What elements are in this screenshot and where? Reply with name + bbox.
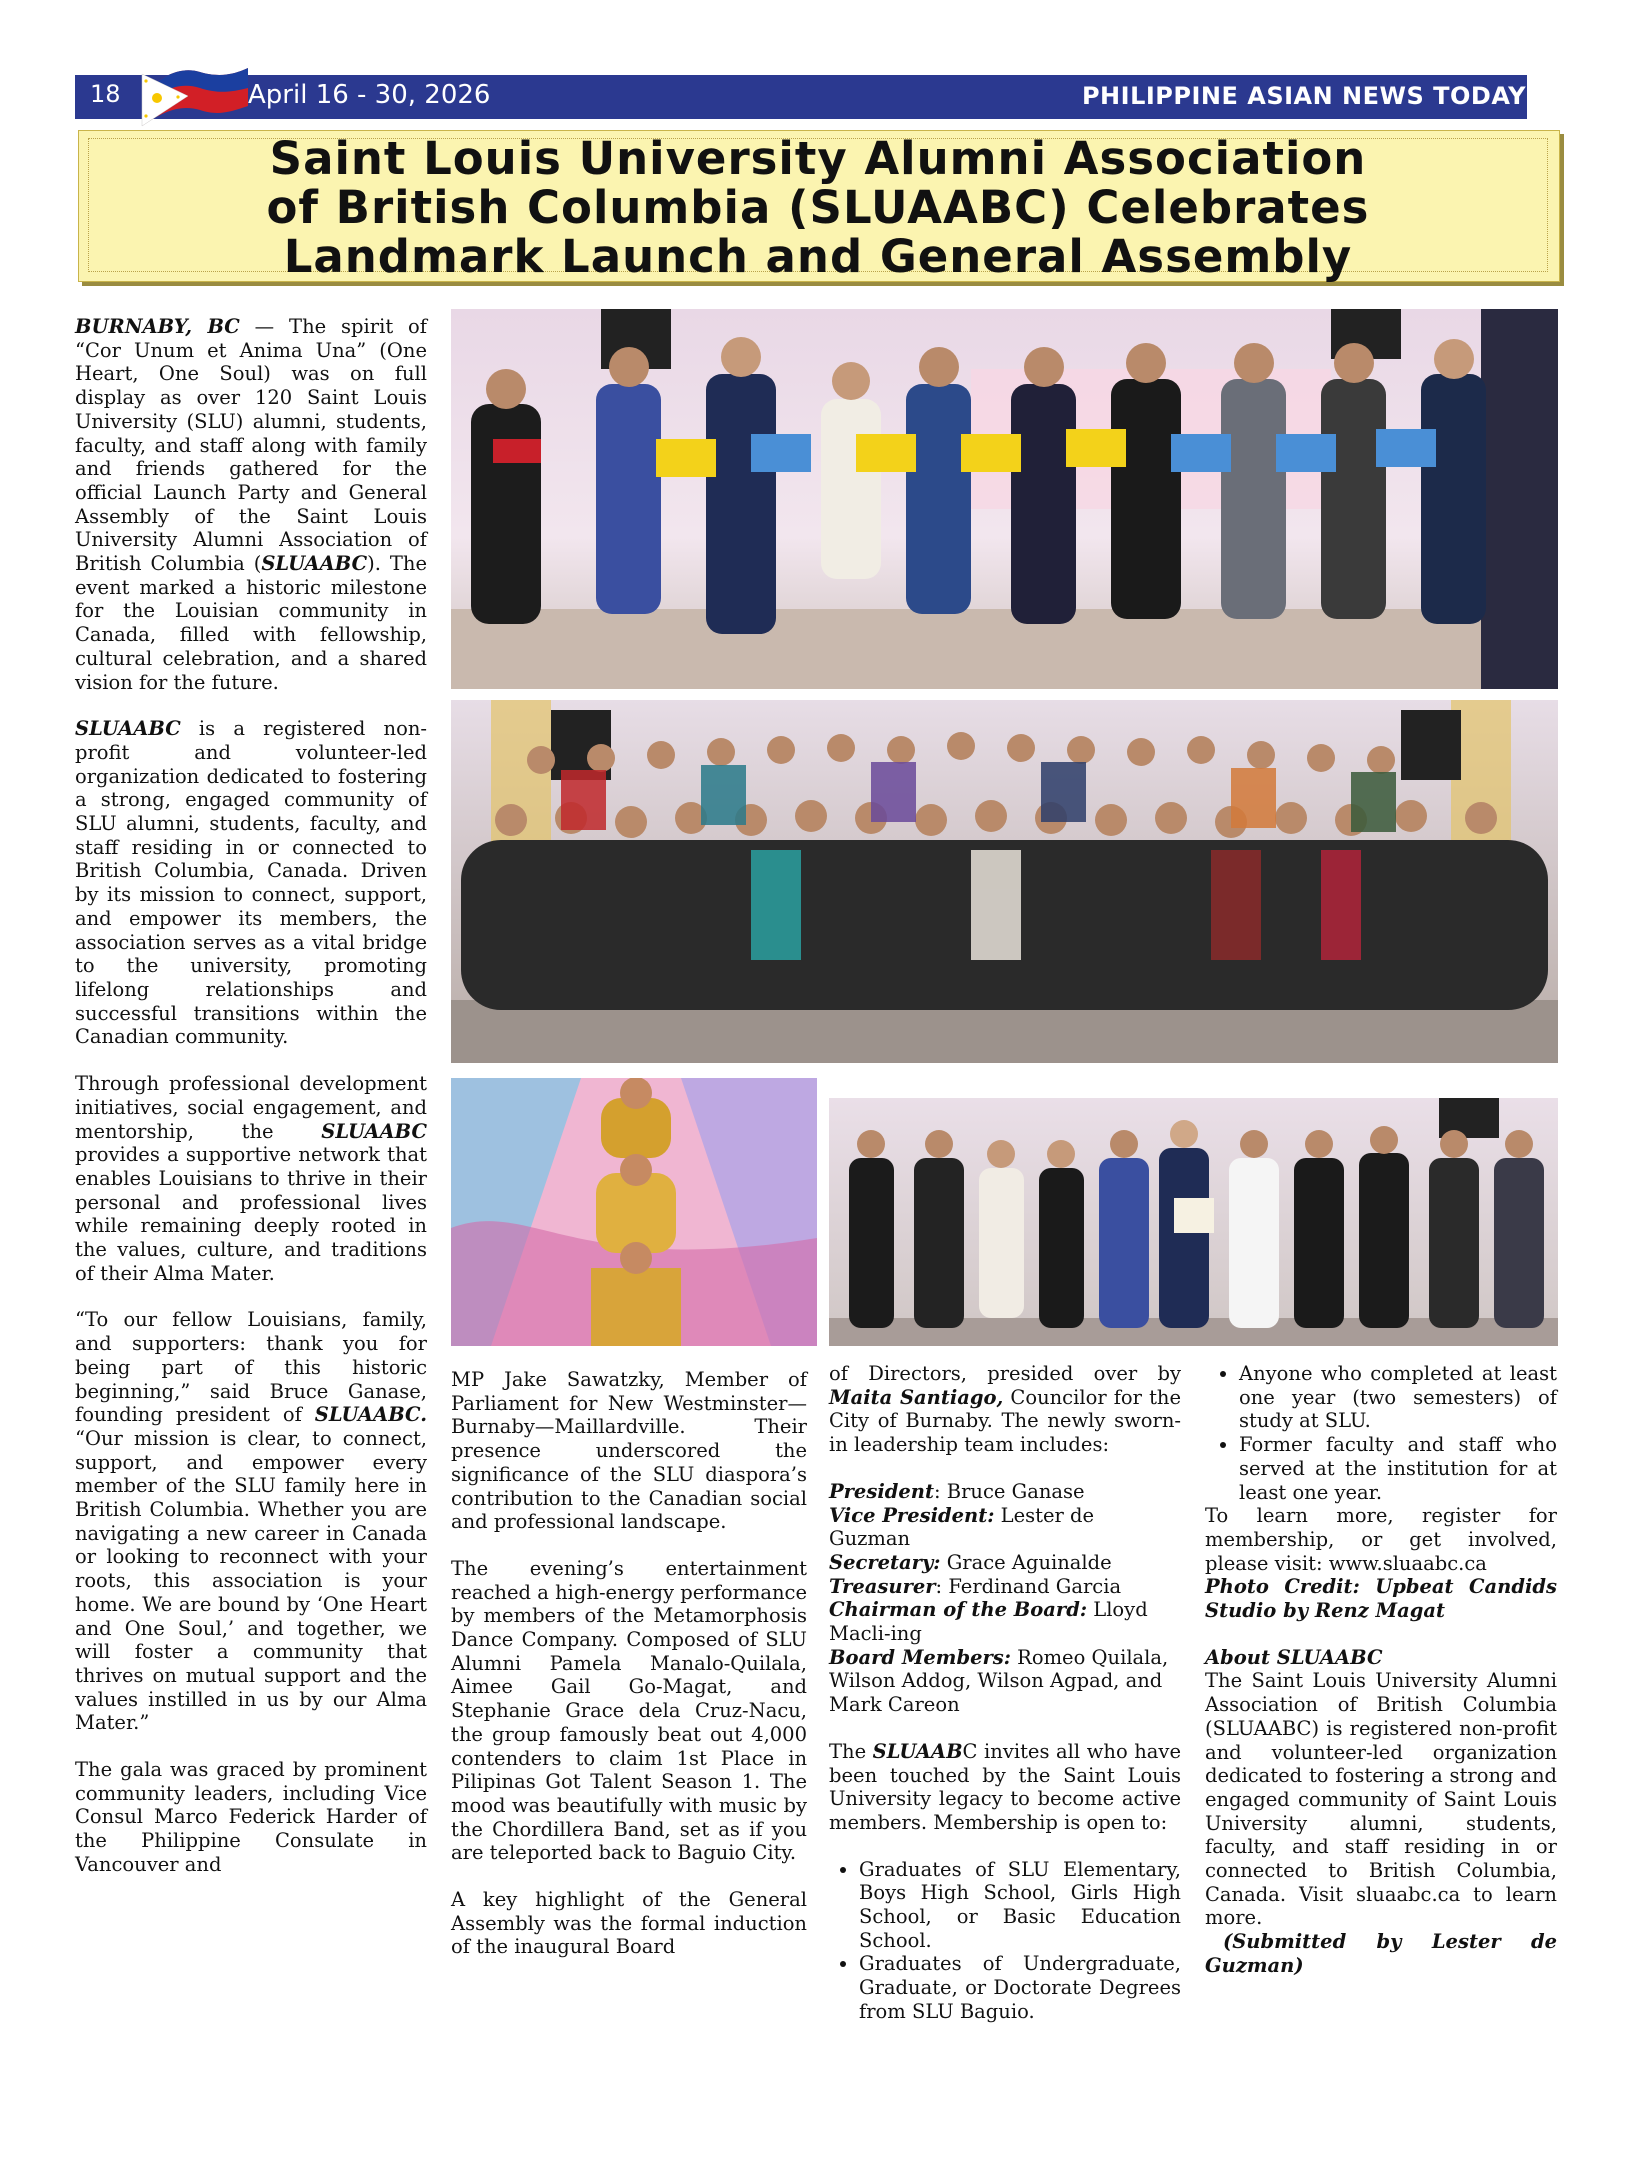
role-vice-president: Vice President: Lester de Guzman — [829, 1503, 1095, 1551]
paragraph-entertainment: The evening’s entertainment reached a high-energy performance by members of the Metamorphosis Dance Company. Composed of SLU Alumni Pamela Manalo-Quilala, Aimee Gail Go-Magat, and Stephanie Grace dela Cruz-Nacu, the group famously beat out 4,000 contenders to claim 1st Place in Pilipinas Got Talent Season 1. The mood was beautifully with music by the Chordillera Band, set as if you are teleported back to Baguio City. — [451, 1556, 807, 1865]
certificate-photo — [829, 1098, 1558, 1346]
publication-name: PHILIPPINE ASIAN NEWS TODAY — [1081, 82, 1526, 110]
membership-item: • Graduates of Undergraduate, Graduate, or Doctorate Degrees from SLU Baguio. — [859, 1952, 1181, 2023]
dance-photo — [451, 1078, 817, 1346]
headline-banner — [78, 130, 1558, 283]
article-column-1 — [75, 315, 427, 1877]
paragraph-2: SLUAABC is a registered non-profit and volunteer-led organization dedicated to fostering a strong, engaged community of SLU alumni, students, faculty, and staff residing in or connected to British Columbia, Canada. Driven by its mission to connect, support, and empower its members, the association serves as a vital bridge to the university, promoting lifelong relationships and successful transitions within the Canadian community. — [75, 717, 427, 1049]
dateline: BURNABY, BC — [75, 315, 240, 338]
page-number: 18 — [90, 80, 121, 108]
role-board-members: Board Members: Romeo Quilala, Wilson Addog, Wilson Agpad, and Mark Careon — [829, 1645, 1169, 1717]
paragraph-guests: MP Jake Sawatzky, Member of Parliament for New Westminster—Burnaby—Maillardville. Their presence underscored the significance of the SLU diaspora’s contribution to the Canadian social and professional landscape. — [451, 1368, 807, 1534]
submitted-by: (Submitted by Lester de Guzman) — [1205, 1930, 1557, 1977]
article-column-4 — [1205, 1362, 1557, 1978]
issue-date: April 16 - 30, 2026 — [248, 80, 491, 110]
paragraph-induction: A key highlight of the General Assembly was the formal induction of the inaugural Board — [451, 1888, 807, 1959]
paragraph-4-quote: “To our fellow Louisians, family, and supporters: thank you for being part of this historic beginning,” said Bruce Ganase, founding president of SLUAABC. “Our mission is clear, to connect, support, and empower every member of the SLU family here in British Columbia. Whether you are navigating a new career in Canada or looking to reconnect with your roots, this association is your home. We are bound by ‘One Heart and One Soul,’ and together, we will foster a community that thrives on mutual support and the values instilled in us by our Alma Mater.” — [75, 1308, 427, 1735]
membership-list-cont — [1205, 1362, 1557, 1504]
membership-list — [829, 1858, 1181, 2024]
membership-item: • Graduates of SLU Elementary, Boys High School, Girls High School, or Basic Education School. — [859, 1858, 1181, 1953]
paragraph-board: of Directors, presided over by Maita Santiago, Councilor for the City of Burnaby. The newly sworn-in leadership team includes: — [829, 1362, 1182, 1457]
paragraph-5: The gala was graced by prominent community leaders, including Vice Consul Marco Federick Harder of the Philippine Consulate in Vancouver and — [75, 1758, 427, 1876]
membership-item: • Anyone who completed at least one year (two semesters) of study at SLU. — [1239, 1362, 1557, 1433]
about-text: The Saint Louis University Alumni Association of British Columbia (SLUAABC) is registered non-profit and volunteer-led organization dedicated to fostering a strong and engaged community of Saint Louis University alumni, students, faculty, and staff residing in or connected to British Columbia, Canada. Visit sluaabc.ca to learn more. — [1205, 1669, 1557, 1930]
headline-line-1: Saint Louis University Alumni Association — [269, 132, 1367, 185]
learn-more: To learn more, register for membership, or get involved, please visit: www.sluaabc.ca — [1205, 1504, 1557, 1575]
headline-line-3: Landmark Launch and General Assembly — [283, 230, 1353, 283]
oath-taking-photo — [451, 309, 1558, 689]
photo-credit: Photo Credit: Upbeat Candids Studio by Renz Magat — [1205, 1575, 1557, 1623]
role-secretary: Secretary: Grace Aguinalde — [829, 1550, 1112, 1574]
membership-item: • Former faculty and staff who served at the institution for at least one year. — [1239, 1433, 1557, 1504]
about-heading: About SLUAABC — [1205, 1645, 1383, 1669]
role-president: President: Bruce Ganase — [829, 1479, 1085, 1503]
group-photo — [451, 700, 1558, 1063]
philippine-flag-icon — [140, 66, 250, 128]
headline — [108, 134, 1528, 281]
leadership-list — [829, 1480, 1181, 1717]
paragraph-3: Through professional development initiatives, social engagement, and mentorship, the SLUAABC provides a supportive network that enables Louisians to thrive in their personal and professional lives while remaining deeply rooted in the values, culture, and traditions of their Alma Mater. — [75, 1072, 427, 1285]
role-treasurer: Treasurer: Ferdinand Garcia — [829, 1574, 1122, 1598]
headline-line-2: of British Columbia (SLUAABC) Celebrates — [266, 181, 1370, 234]
article-column-3 — [829, 1362, 1181, 2024]
paragraph-1: BURNABY, BC — The spirit of “Cor Unum et Anima Una” (One Heart, One Soul) was on full display as over 120 Saint Louis University (SLU) alumni, students, faculty, and staff along with family and friends gathered for the official Launch Party and General Assembly of the Saint Louis University Alumni Association of British Columbia (SLUAABC). The event marked a historic milestone for the Louisian community in Canada, filled with fellowship, cultural celebration, and a shared vision for the future. — [75, 315, 427, 694]
paragraph-invitation: The SLUAABC invites all who have been touched by the Saint Louis University legacy to become active members. Membership is open to: — [829, 1739, 1181, 1834]
article-column-2 — [451, 1368, 807, 1959]
role-chairman: Chairman of the Board: Lloyd Macli-ing — [829, 1598, 1148, 1646]
